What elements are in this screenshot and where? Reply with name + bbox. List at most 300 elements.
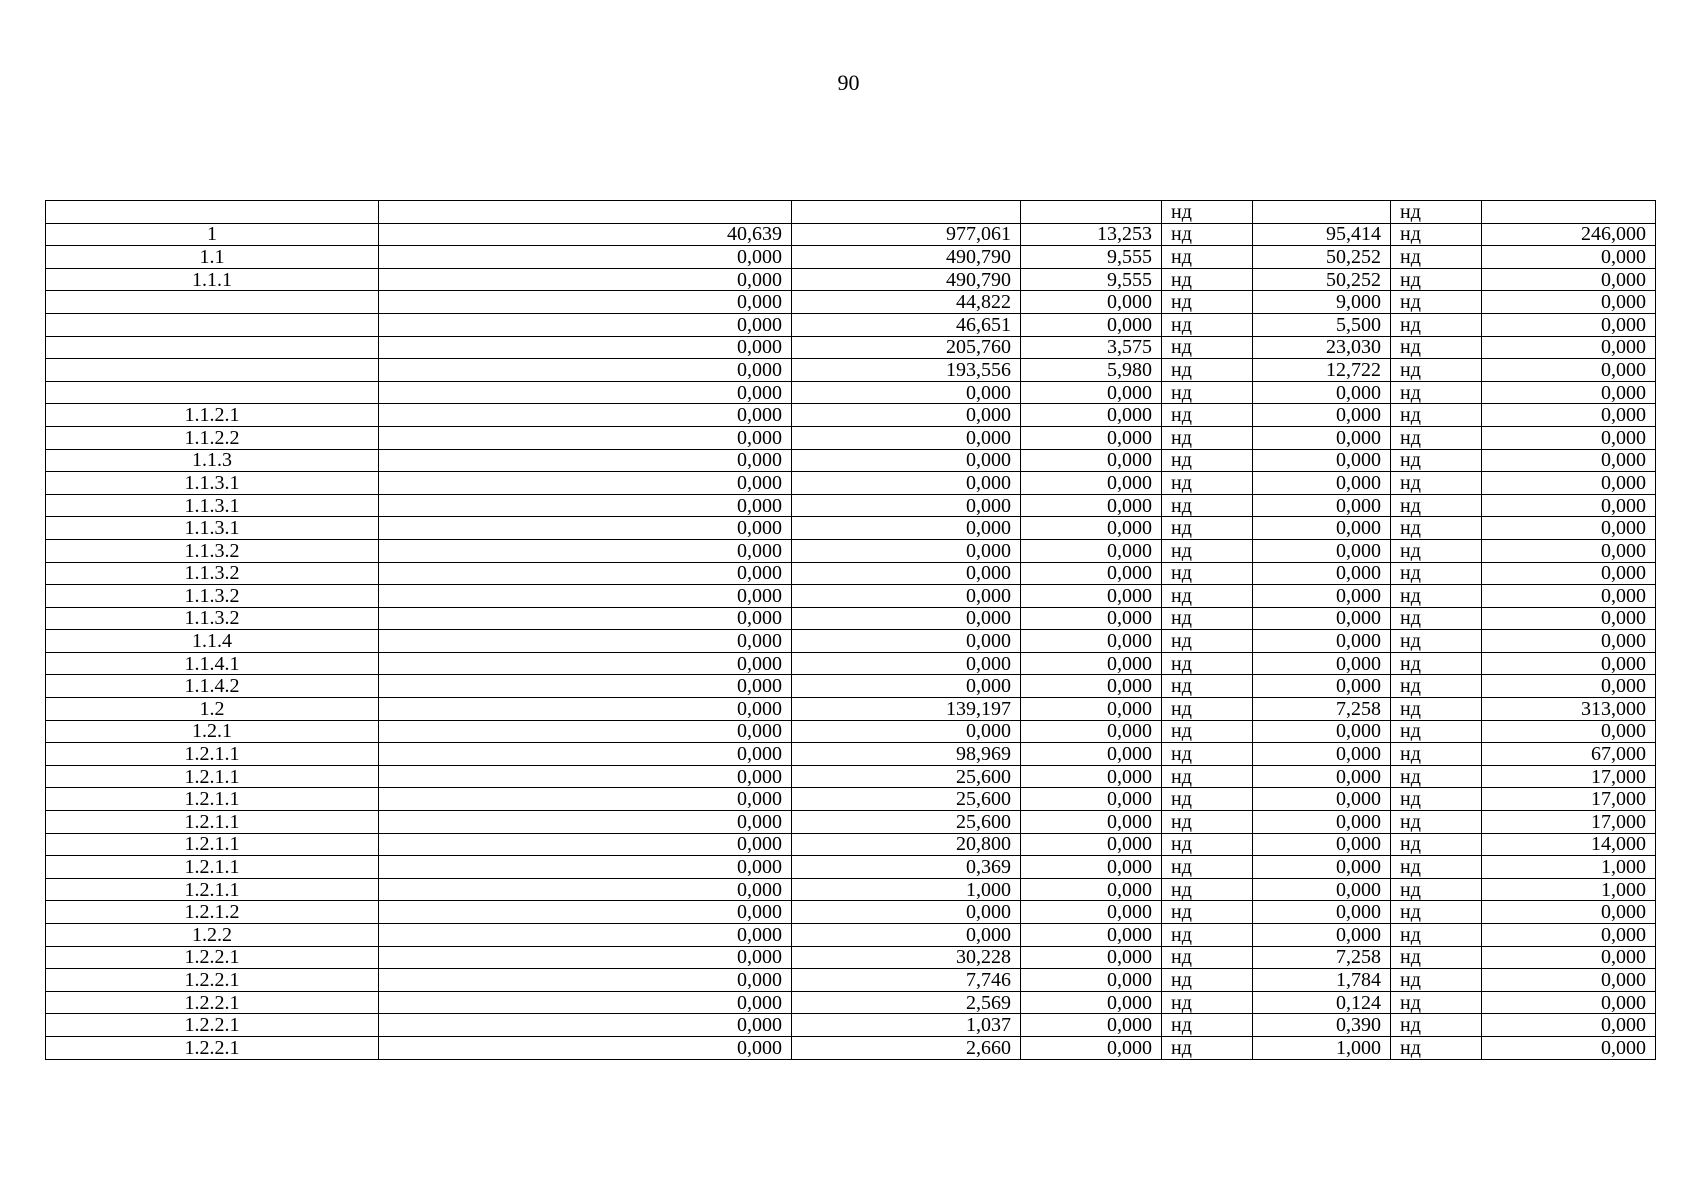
cell-col6: 0,000 [1253,381,1391,404]
cell-col3: 46,651 [792,313,1021,336]
cell-col8: 0,000 [1482,969,1656,992]
cell-col7: нд [1391,652,1482,675]
cell-col8: 17,000 [1482,765,1656,788]
cell-col5: нд [1162,223,1253,246]
table-row [46,720,1656,743]
cell-col7: нд [1391,404,1482,427]
table-row [46,856,1656,879]
cell-code: 1.1.3.2 [46,607,379,630]
cell-col3: 139,197 [792,698,1021,721]
cell-code: 1.1.4.2 [46,675,379,698]
cell-col6: 0,000 [1253,765,1391,788]
cell-col2: 0,000 [379,946,792,969]
cell-col3: 0,000 [792,539,1021,562]
cell-code: 1.1 [46,246,379,269]
cell-col2: 0,000 [379,291,792,314]
cell-col8: 0,000 [1482,336,1656,359]
cell-col7: нд [1391,223,1482,246]
cell-code: 1.1.2.2 [46,426,379,449]
cell-col8: 0,000 [1482,652,1656,675]
cell-col6: 0,000 [1253,743,1391,766]
table-row [46,946,1656,969]
cell-col6: 0,390 [1253,1014,1391,1037]
cell-col7: нд [1391,675,1482,698]
cell-col7: нд [1391,1014,1482,1037]
cell-col8: 17,000 [1482,788,1656,811]
cell-col5: нд [1162,765,1253,788]
cell-col4: 0,000 [1021,404,1162,427]
cell-col4: 9,555 [1021,268,1162,291]
cell-col7: нд [1391,698,1482,721]
table-row [46,743,1656,766]
cell-col4: 0,000 [1021,743,1162,766]
table-row [46,313,1656,336]
cell-col2: 0,000 [379,969,792,992]
cell-col5: нд [1162,562,1253,585]
cell-col5: нд [1162,743,1253,766]
header-cell-8 [1482,201,1656,224]
cell-code: 1.2.2 [46,924,379,947]
cell-col3: 0,369 [792,856,1021,879]
cell-col4: 5,980 [1021,359,1162,382]
cell-col8: 0,000 [1482,449,1656,472]
table-row [46,833,1656,856]
table-row [46,449,1656,472]
cell-col2: 0,000 [379,585,792,608]
cell-col8: 0,000 [1482,268,1656,291]
cell-col2: 0,000 [379,630,792,653]
cell-col6: 0,000 [1253,607,1391,630]
cell-col5: нд [1162,404,1253,427]
cell-col4: 0,000 [1021,291,1162,314]
cell-col3: 98,969 [792,743,1021,766]
cell-col7: нд [1391,426,1482,449]
cell-col4: 0,000 [1021,878,1162,901]
cell-col7: нд [1391,539,1482,562]
cell-col2: 40,639 [379,223,792,246]
cell-col5: нд [1162,924,1253,947]
cell-col5: нд [1162,811,1253,834]
cell-col6: 23,030 [1253,336,1391,359]
cell-col5: нд [1162,991,1253,1014]
cell-code [46,336,379,359]
cell-col2: 0,000 [379,472,792,495]
cell-col4: 0,000 [1021,788,1162,811]
cell-col7: нд [1391,901,1482,924]
cell-col8: 0,000 [1482,924,1656,947]
cell-col8: 0,000 [1482,675,1656,698]
cell-col8: 246,000 [1482,223,1656,246]
cell-col5: нд [1162,607,1253,630]
header-cell-2 [379,201,792,224]
cell-col5: нд [1162,291,1253,314]
cell-col7: нд [1391,359,1482,382]
table-row [46,991,1656,1014]
cell-col7: нд [1391,765,1482,788]
cell-col6: 0,000 [1253,426,1391,449]
cell-col3: 30,228 [792,946,1021,969]
cell-col4: 0,000 [1021,1014,1162,1037]
cell-col5: нд [1162,359,1253,382]
cell-col5: нд [1162,381,1253,404]
cell-col6: 0,124 [1253,991,1391,1014]
cell-code: 1.2.1.1 [46,833,379,856]
cell-col7: нд [1391,720,1482,743]
cell-col8: 0,000 [1482,517,1656,540]
cell-code [46,313,379,336]
cell-col6: 5,500 [1253,313,1391,336]
cell-col3: 193,556 [792,359,1021,382]
cell-col5: нд [1162,833,1253,856]
cell-col8: 0,000 [1482,1036,1656,1059]
cell-col7: нд [1391,856,1482,879]
cell-code: 1 [46,223,379,246]
cell-col4: 0,000 [1021,585,1162,608]
cell-col2: 0,000 [379,336,792,359]
cell-col7: нд [1391,268,1482,291]
cell-col8: 0,000 [1482,426,1656,449]
table-row [46,246,1656,269]
table-row [46,630,1656,653]
cell-code: 1.1.3.2 [46,585,379,608]
cell-col3: 25,600 [792,811,1021,834]
cell-col6: 12,722 [1253,359,1391,382]
cell-col5: нд [1162,268,1253,291]
cell-col6: 0,000 [1253,856,1391,879]
header-cell-code [46,201,379,224]
table-row [46,381,1656,404]
cell-col7: нд [1391,833,1482,856]
cell-col3: 977,061 [792,223,1021,246]
cell-col6: 7,258 [1253,946,1391,969]
cell-col6: 50,252 [1253,268,1391,291]
cell-col4: 0,000 [1021,381,1162,404]
cell-col2: 0,000 [379,313,792,336]
cell-col7: нд [1391,313,1482,336]
cell-col3: 490,790 [792,268,1021,291]
cell-col6: 1,000 [1253,1036,1391,1059]
cell-col4: 0,000 [1021,946,1162,969]
cell-col6: 0,000 [1253,472,1391,495]
cell-col5: нд [1162,336,1253,359]
cell-col8: 0,000 [1482,472,1656,495]
cell-col7: нд [1391,336,1482,359]
cell-col8: 0,000 [1482,607,1656,630]
table-row [46,404,1656,427]
cell-col7: нд [1391,494,1482,517]
cell-col7: нд [1391,291,1482,314]
cell-col2: 0,000 [379,268,792,291]
cell-col8: 0,000 [1482,313,1656,336]
cell-col8: 67,000 [1482,743,1656,766]
cell-col2: 0,000 [379,539,792,562]
cell-col3: 0,000 [792,449,1021,472]
cell-code [46,291,379,314]
table-row [46,291,1656,314]
cell-col5: нд [1162,1036,1253,1059]
cell-col3: 1,037 [792,1014,1021,1037]
cell-col6: 9,000 [1253,291,1391,314]
cell-col5: нд [1162,856,1253,879]
cell-code: 1.1.4.1 [46,652,379,675]
cell-col2: 0,000 [379,246,792,269]
cell-code: 1.2.1.1 [46,856,379,879]
cell-code: 1.2.1 [46,720,379,743]
cell-col5: нд [1162,698,1253,721]
cell-col3: 205,760 [792,336,1021,359]
cell-col5: нд [1162,969,1253,992]
cell-col8: 0,000 [1482,291,1656,314]
cell-col6: 0,000 [1253,901,1391,924]
cell-col3: 7,746 [792,969,1021,992]
cell-col5: нд [1162,878,1253,901]
cell-col4: 0,000 [1021,720,1162,743]
table-row [46,426,1656,449]
cell-col7: нд [1391,472,1482,495]
cell-col8: 0,000 [1482,585,1656,608]
cell-code [46,381,379,404]
cell-col7: нд [1391,630,1482,653]
cell-col7: нд [1391,562,1482,585]
cell-col6: 0,000 [1253,878,1391,901]
cell-col4: 13,253 [1021,223,1162,246]
table-row [46,878,1656,901]
cell-code: 1.1.3.2 [46,539,379,562]
cell-col2: 0,000 [379,517,792,540]
cell-col3: 25,600 [792,788,1021,811]
data-table [45,200,1656,1060]
cell-col2: 0,000 [379,698,792,721]
cell-col3: 44,822 [792,291,1021,314]
cell-col4: 0,000 [1021,901,1162,924]
cell-col3: 0,000 [792,652,1021,675]
cell-col4: 0,000 [1021,607,1162,630]
cell-col6: 0,000 [1253,517,1391,540]
cell-col7: нд [1391,449,1482,472]
header-cell-6 [1253,201,1391,224]
cell-code: 1.1.3.2 [46,562,379,585]
cell-col8: 0,000 [1482,630,1656,653]
cell-col4: 0,000 [1021,1036,1162,1059]
cell-col2: 0,000 [379,991,792,1014]
cell-col6: 0,000 [1253,833,1391,856]
cell-col5: нд [1162,946,1253,969]
cell-code: 1.2.2.1 [46,969,379,992]
cell-col4: 0,000 [1021,313,1162,336]
cell-code: 1.1.3.1 [46,494,379,517]
cell-code: 1.1.4 [46,630,379,653]
cell-col4: 0,000 [1021,652,1162,675]
cell-col2: 0,000 [379,878,792,901]
cell-col7: нд [1391,517,1482,540]
table-row [46,223,1656,246]
cell-col6: 50,252 [1253,246,1391,269]
cell-code: 1.2.1.1 [46,811,379,834]
cell-col7: нд [1391,743,1482,766]
cell-col4: 0,000 [1021,426,1162,449]
cell-col3: 0,000 [792,472,1021,495]
cell-col2: 0,000 [379,675,792,698]
cell-col5: нд [1162,494,1253,517]
cell-col3: 0,000 [792,607,1021,630]
cell-col5: нд [1162,901,1253,924]
cell-code: 1.2.1.1 [46,765,379,788]
cell-col6: 0,000 [1253,494,1391,517]
table-row [46,924,1656,947]
table-row [46,562,1656,585]
page-number: 90 [837,70,860,95]
header-cell-5: нд [1162,201,1253,224]
cell-col8: 0,000 [1482,539,1656,562]
cell-col7: нд [1391,607,1482,630]
cell-col2: 0,000 [379,494,792,517]
table-row [46,359,1656,382]
cell-col8: 0,000 [1482,901,1656,924]
cell-col6: 95,414 [1253,223,1391,246]
cell-col2: 0,000 [379,743,792,766]
table-row [46,969,1656,992]
cell-col3: 0,000 [792,562,1021,585]
cell-col3: 0,000 [792,585,1021,608]
cell-code: 1.2.1.2 [46,901,379,924]
cell-col4: 0,000 [1021,630,1162,653]
cell-col7: нд [1391,969,1482,992]
cell-col3: 25,600 [792,765,1021,788]
cell-col3: 0,000 [792,630,1021,653]
cell-col7: нд [1391,924,1482,947]
cell-col5: нд [1162,630,1253,653]
cell-col4: 0,000 [1021,698,1162,721]
cell-code: 1.1.3.1 [46,517,379,540]
cell-col2: 0,000 [379,765,792,788]
cell-code: 1.2.2.1 [46,1036,379,1059]
cell-col4: 0,000 [1021,811,1162,834]
cell-col4: 0,000 [1021,494,1162,517]
cell-col3: 0,000 [792,404,1021,427]
table-row [46,811,1656,834]
table-row [46,1014,1656,1037]
cell-col6: 1,784 [1253,969,1391,992]
cell-col6: 0,000 [1253,675,1391,698]
cell-col7: нд [1391,585,1482,608]
cell-col6: 0,000 [1253,449,1391,472]
cell-col7: нд [1391,1036,1482,1059]
cell-col7: нд [1391,946,1482,969]
cell-col8: 0,000 [1482,381,1656,404]
cell-col3: 20,800 [792,833,1021,856]
cell-col3: 490,790 [792,246,1021,269]
cell-col3: 1,000 [792,878,1021,901]
header-cell-3 [792,201,1021,224]
cell-col8: 0,000 [1482,991,1656,1014]
table-row [46,336,1656,359]
cell-col4: 0,000 [1021,517,1162,540]
cell-col2: 0,000 [379,1036,792,1059]
cell-col2: 0,000 [379,562,792,585]
table-row [46,268,1656,291]
cell-col6: 0,000 [1253,811,1391,834]
cell-col6: 0,000 [1253,585,1391,608]
cell-code: 1.2.2.1 [46,946,379,969]
cell-col8: 0,000 [1482,359,1656,382]
cell-col2: 0,000 [379,788,792,811]
cell-col8: 0,000 [1482,494,1656,517]
table-row [46,494,1656,517]
cell-col4: 0,000 [1021,562,1162,585]
table-row [46,765,1656,788]
table-row [46,539,1656,562]
cell-col8: 14,000 [1482,833,1656,856]
cell-col4: 0,000 [1021,449,1162,472]
cell-col7: нд [1391,246,1482,269]
cell-col7: нд [1391,878,1482,901]
cell-col3: 0,000 [792,381,1021,404]
table-row [46,585,1656,608]
cell-col5: нд [1162,472,1253,495]
cell-col8: 0,000 [1482,1014,1656,1037]
cell-code: 1.1.1 [46,268,379,291]
cell-code: 1.2.1.1 [46,743,379,766]
cell-code: 1.1.2.1 [46,404,379,427]
cell-col8: 17,000 [1482,811,1656,834]
table-row [46,517,1656,540]
cell-col3: 2,569 [792,991,1021,1014]
table-row [46,1036,1656,1059]
table-row [46,472,1656,495]
cell-col4: 0,000 [1021,539,1162,562]
cell-col3: 0,000 [792,675,1021,698]
cell-col5: нд [1162,426,1253,449]
cell-col3: 0,000 [792,924,1021,947]
cell-col5: нд [1162,675,1253,698]
cell-col4: 0,000 [1021,833,1162,856]
cell-col8: 1,000 [1482,856,1656,879]
cell-col4: 9,555 [1021,246,1162,269]
cell-col7: нд [1391,811,1482,834]
cell-col2: 0,000 [379,426,792,449]
cell-col2: 0,000 [379,607,792,630]
cell-col5: нд [1162,585,1253,608]
cell-col8: 0,000 [1482,562,1656,585]
cell-col5: нд [1162,652,1253,675]
cell-code: 1.1.3 [46,449,379,472]
cell-code [46,359,379,382]
cell-col7: нд [1391,788,1482,811]
cell-code: 1.2.1.1 [46,878,379,901]
cell-col2: 0,000 [379,1014,792,1037]
header-cell-4 [1021,201,1162,224]
cell-col2: 0,000 [379,811,792,834]
cell-col6: 0,000 [1253,562,1391,585]
cell-col5: нд [1162,313,1253,336]
cell-col8: 0,000 [1482,946,1656,969]
cell-col6: 0,000 [1253,630,1391,653]
table-row [46,652,1656,675]
cell-col3: 0,000 [792,901,1021,924]
cell-col8: 0,000 [1482,720,1656,743]
cell-col8: 313,000 [1482,698,1656,721]
cell-col5: нд [1162,246,1253,269]
cell-code: 1.2 [46,698,379,721]
cell-col6: 0,000 [1253,788,1391,811]
cell-col8: 0,000 [1482,404,1656,427]
cell-col6: 0,000 [1253,652,1391,675]
cell-col2: 0,000 [379,381,792,404]
cell-code: 1.1.3.1 [46,472,379,495]
cell-col2: 0,000 [379,359,792,382]
cell-col2: 0,000 [379,720,792,743]
cell-col2: 0,000 [379,404,792,427]
